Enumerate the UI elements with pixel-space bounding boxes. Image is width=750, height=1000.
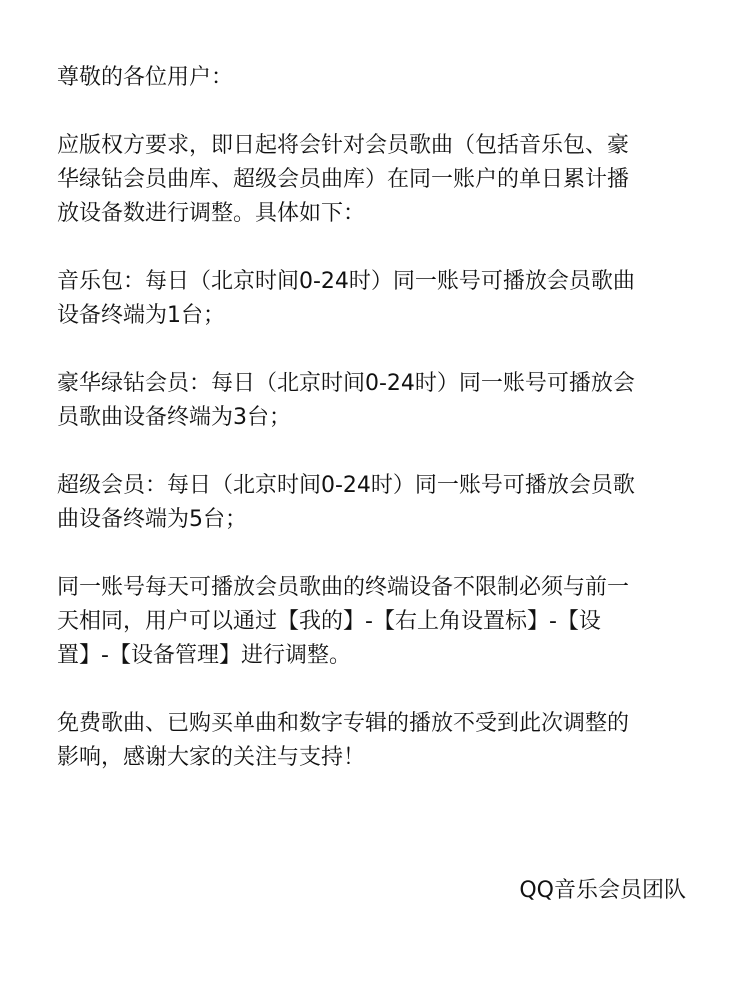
paragraph-gap <box>57 435 697 469</box>
intro-line: 放设备数进行调整。具体如下： <box>57 201 366 226</box>
music-pack-line: 设备终端为1台； <box>57 303 225 328</box>
luxury-green-diamond-line: 员歌曲设备终端为3台； <box>57 405 291 430</box>
device-rule-paragraph <box>57 571 697 673</box>
paragraph-gap <box>57 673 697 707</box>
intro-line: 华绿钻会员曲库、超级会员曲库）在同一账户的单日累计播 <box>57 167 630 192</box>
signature: QQ音乐会员团队 <box>519 878 686 903</box>
paragraph-gap <box>57 537 697 571</box>
paragraph-gap <box>57 95 697 129</box>
paragraph-gap <box>57 231 697 265</box>
intro-line: 应版权方要求，即日起将会针对会员歌曲（包括音乐包、豪 <box>57 133 630 158</box>
music-pack-paragraph <box>57 265 697 333</box>
device-rule-line: 置】-【设备管理】进行调整。 <box>57 643 351 668</box>
device-rule-line: 天相同，用户可以通过【我的】-【右上角设置标】-【设 <box>57 609 601 634</box>
luxury-green-diamond-paragraph <box>57 367 697 435</box>
closing-paragraph <box>57 707 697 775</box>
paragraph-gap <box>57 333 697 367</box>
music-pack-line: 音乐包：每日（北京时间0-24时）同一账号可播放会员歌曲 <box>57 269 635 294</box>
device-rule-line: 同一账号每天可播放会员歌曲的终端设备不限制必须与前一 <box>57 575 630 600</box>
closing-line: 免费歌曲、已购买单曲和数字专辑的播放不受到此次调整的 <box>57 711 630 736</box>
greeting: 尊敬的各位用户： <box>57 65 234 90</box>
luxury-green-diamond-line: 豪华绿钻会员：每日（北京时间0-24时）同一账号可播放会 <box>57 371 635 396</box>
super-member-paragraph <box>57 469 697 537</box>
super-member-line: 曲设备终端为5台； <box>57 507 247 532</box>
notice-body <box>57 61 697 775</box>
super-member-line: 超级会员：每日（北京时间0-24时）同一账号可播放会员歌 <box>57 473 635 498</box>
intro-paragraph <box>57 129 697 231</box>
closing-line: 影响，感谢大家的关注与支持！ <box>57 745 366 770</box>
